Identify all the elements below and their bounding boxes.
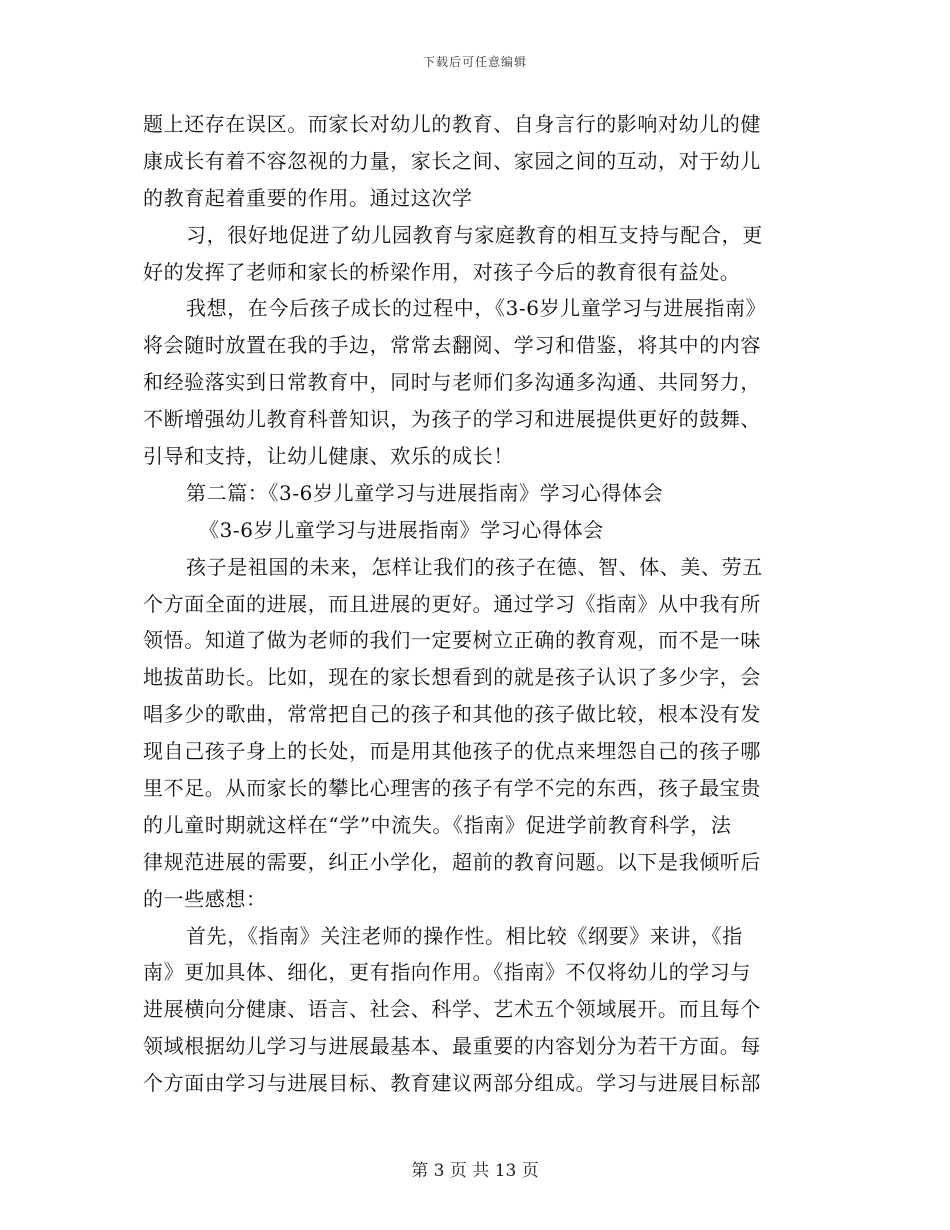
- text-line: 的儿童时期就这样在“学”中流失。《指南》促进学前教育科学，法: [143, 812, 732, 837]
- text-line: 的一些感想：: [143, 886, 267, 911]
- text-line: 唱多少的歌曲，常常把自己的孩子和其他的孩子做比较，根本没有发: [143, 702, 761, 727]
- text-line: 里不足。从而家长的攀比心理害的孩子有学不完的东西，孩子最宝贵: [143, 776, 761, 801]
- section-heading: 第二篇：《3-6岁儿童学习与进展指南》学习心得体会: [186, 480, 664, 505]
- page-header: 下载后可任意编辑: [422, 55, 527, 69]
- text-line: 不断增强幼儿教育科普知识，为孩子的学习和进展提供更好的鼓舞、: [143, 407, 761, 432]
- article-title: 《3-6岁儿童学习与进展指南》学习心得体会: [199, 517, 604, 542]
- text-line: 习，很好地促进了幼儿园教育与家庭教育的相互支持与配合，更: [186, 222, 763, 247]
- body-text: [143, 106, 803, 1102]
- text-line: 我想，在今后孩子成长的过程中，《3-6岁儿童学习与进展指南》: [186, 296, 767, 321]
- text-line: 南》更加具体、细化，更有指向作用。《指南》不仅将幼儿的学习与: [143, 960, 751, 985]
- page-footer: 第 3 页 共 13 页: [411, 1161, 539, 1181]
- text-line: 的教育起着重要的作用。通过这次学: [143, 185, 473, 210]
- text-line: 律规范进展的需要，纠正小学化，超前的教育问题。以下是我倾听后: [143, 849, 761, 874]
- text-line: 进展横向分健康、语言、社会、科学、艺术五个领域展开。而且每个: [143, 997, 761, 1022]
- text-line: 地拔苗助长。比如，现在的家长想看到的就是孩子认识了多少字，会: [143, 665, 761, 690]
- text-line: 领悟。知道了做为老师的我们一定要树立正确的教育观，而不是一味: [143, 628, 761, 653]
- text-line: 领域根据幼儿学习与进展最基本、最重要的内容划分为若干方面。每: [143, 1034, 761, 1059]
- text-line: 题上还存在误区。而家长对幼儿的教育、自身言行的影响对幼儿的健: [143, 112, 761, 136]
- text-line: 首先，《指南》关注老师的操作性。相比较《纲要》来讲，《指: [186, 923, 743, 948]
- text-line: 康成长有着不容忽视的力量，家长之间、家园之间的互动，对于幼儿: [143, 148, 761, 173]
- text-line: 好的发挥了老师和家长的桥梁作用，对孩子今后的教育很有益处。: [143, 259, 741, 284]
- text-line: 和经验落实到日常教育中，同时与老师们多沟通多沟通、共同努力，: [143, 370, 761, 395]
- text-line: 孩子是祖国的未来，怎样让我们的孩子在德、智、体、美、劳五: [186, 554, 763, 579]
- text-line: 个方面由学习与进展目标、教育建议两部分组成。学习与进展目标部: [143, 1071, 761, 1096]
- text-line: 现自己孩子身上的长处，而是用其他孩子的优点来埋怨自己的孩子哪: [143, 739, 761, 764]
- text-line: 引导和支持，让幼儿健康、欢乐的成长！: [143, 444, 514, 469]
- text-line: 将会随时放置在我的手边，常常去翻阅、学习和借鉴，将其中的内容: [143, 333, 761, 358]
- text-line: 个方面全面的进展，而且进展的更好。通过学习《指南》从中我有所: [143, 591, 761, 616]
